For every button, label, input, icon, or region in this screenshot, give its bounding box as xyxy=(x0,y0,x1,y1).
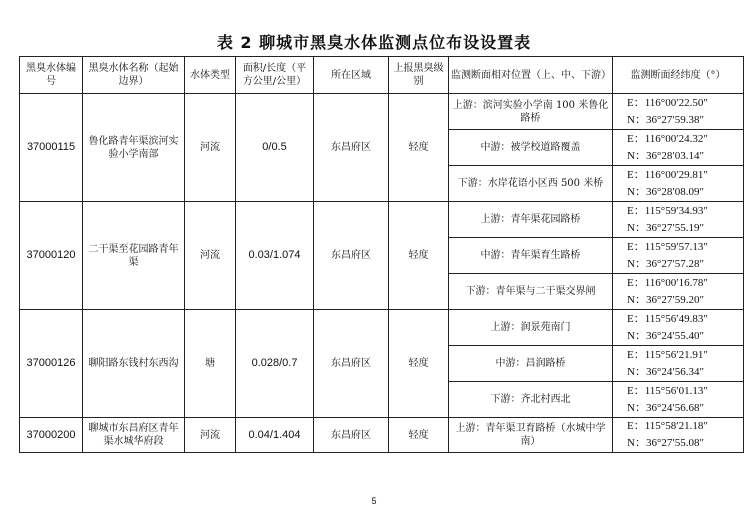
latitude: N：36°27′55.19″ xyxy=(627,221,705,234)
longitude: E：116°00′24.32″ xyxy=(627,132,708,145)
site-position: 下游：水岸花语小区西 500 米桥 xyxy=(449,166,613,202)
site-position: 下游：齐北村西北 xyxy=(449,382,613,418)
body-type: 河流 xyxy=(185,202,236,310)
site-coordinates xyxy=(613,94,744,130)
site-coordinates xyxy=(613,238,744,274)
body-level: 轻度 xyxy=(389,202,449,310)
site-coordinates xyxy=(613,418,744,453)
body-level: 轻度 xyxy=(389,418,449,453)
body-region: 东昌府区 xyxy=(314,418,389,453)
latitude: N：36°28′03.14″ xyxy=(627,149,705,162)
longitude: E：116°00′16.78″ xyxy=(627,276,708,289)
body-type: 河流 xyxy=(185,418,236,453)
body-region: 东昌府区 xyxy=(314,94,389,202)
body-name: 聊阳路东钱村东西沟 xyxy=(83,310,185,418)
longitude: E：115°59′57.13″ xyxy=(627,240,708,253)
longitude: E：115°58′21.18″ xyxy=(627,420,708,432)
site-position: 中游：青年渠育生路桥 xyxy=(449,238,613,274)
longitude: E：116°00′22.50″ xyxy=(627,96,708,109)
body-area: 0/0.5 xyxy=(236,94,314,202)
site-coordinates xyxy=(613,382,744,418)
site-coordinates xyxy=(613,202,744,238)
latitude: N：36°24′56.34″ xyxy=(627,365,705,378)
monitoring-table xyxy=(19,56,744,453)
header-name: 黑臭水体名称（起始边界） xyxy=(83,57,185,94)
body-area: 0.04/1.404 xyxy=(236,418,314,453)
body-region: 东昌府区 xyxy=(314,310,389,418)
site-position: 下游：青年渠与二干渠交界闸 xyxy=(449,274,613,310)
site-coordinates xyxy=(613,274,744,310)
longitude: E：115°59′34.93″ xyxy=(627,204,708,217)
body-area: 0.028/0.7 xyxy=(236,310,314,418)
table-header-row xyxy=(20,57,744,94)
body-region: 东昌府区 xyxy=(314,202,389,310)
longitude: E：115°56′01.13″ xyxy=(627,384,708,397)
site-coordinates xyxy=(613,310,744,346)
latitude: N：36°27′59.20″ xyxy=(627,293,705,306)
site-position: 上游：青年渠花园路桥 xyxy=(449,202,613,238)
longitude: E：115°56′21.91″ xyxy=(627,348,708,361)
table-row xyxy=(20,418,744,453)
body-level: 轻度 xyxy=(389,310,449,418)
body-id: 37000115 xyxy=(20,94,83,202)
header-type: 水体类型 xyxy=(185,57,236,94)
table-row xyxy=(20,94,744,130)
table-row xyxy=(20,202,744,238)
page-number: 5 xyxy=(371,496,377,506)
body-id: 37000120 xyxy=(20,202,83,310)
longitude: E：115°56′49.83″ xyxy=(627,312,708,325)
body-level: 轻度 xyxy=(389,94,449,202)
body-id: 37000200 xyxy=(20,418,83,453)
latitude: N：36°24′55.40″ xyxy=(627,329,705,342)
body-id: 37000126 xyxy=(20,310,83,418)
site-coordinates xyxy=(613,346,744,382)
page-title: 表 2 聊城市黑臭水体监测点位布设设置表 xyxy=(216,33,532,52)
body-type: 河流 xyxy=(185,94,236,202)
header-level: 上报黑臭级别 xyxy=(389,57,449,94)
body-name: 二干渠至花园路青年渠 xyxy=(83,202,185,310)
site-coordinates xyxy=(613,166,744,202)
header-id: 黑臭水体编号 xyxy=(20,57,83,94)
body-area: 0.03/1.074 xyxy=(236,202,314,310)
header-region: 所在区域 xyxy=(314,57,389,94)
body-type: 塘 xyxy=(185,310,236,418)
body-name: 聊城市东昌府区青年渠水城华府段 xyxy=(83,418,185,453)
latitude: N：36°27′57.28″ xyxy=(627,257,705,270)
body-name: 鲁化路青年渠滨河实验小学南部 xyxy=(83,94,185,202)
header-coord: 监测断面经纬度（°） xyxy=(613,57,744,94)
site-coordinates xyxy=(613,130,744,166)
latitude: N：36°27′55.08″ xyxy=(627,437,705,449)
header-area: 面积/长度（平方公里/公里） xyxy=(236,57,314,94)
site-position: 中游：昌润路桥 xyxy=(449,346,613,382)
site-position: 上游：润景苑南门 xyxy=(449,310,613,346)
table-row xyxy=(20,310,744,346)
site-position: 中游：被学校道路覆盖 xyxy=(449,130,613,166)
site-position: 上游：滨河实验小学南 100 米鲁化路桥 xyxy=(449,94,613,130)
header-position: 监测断面相对位置（上、中、下游） xyxy=(449,57,613,94)
site-position: 上游：青年渠卫育路桥（水城中学南） xyxy=(449,418,613,453)
latitude: N：36°24′56.68″ xyxy=(627,401,705,414)
latitude: N：36°27′59.38″ xyxy=(627,113,705,126)
latitude: N：36°28′08.09″ xyxy=(627,185,705,198)
longitude: E：116°00′29.81″ xyxy=(627,168,708,181)
